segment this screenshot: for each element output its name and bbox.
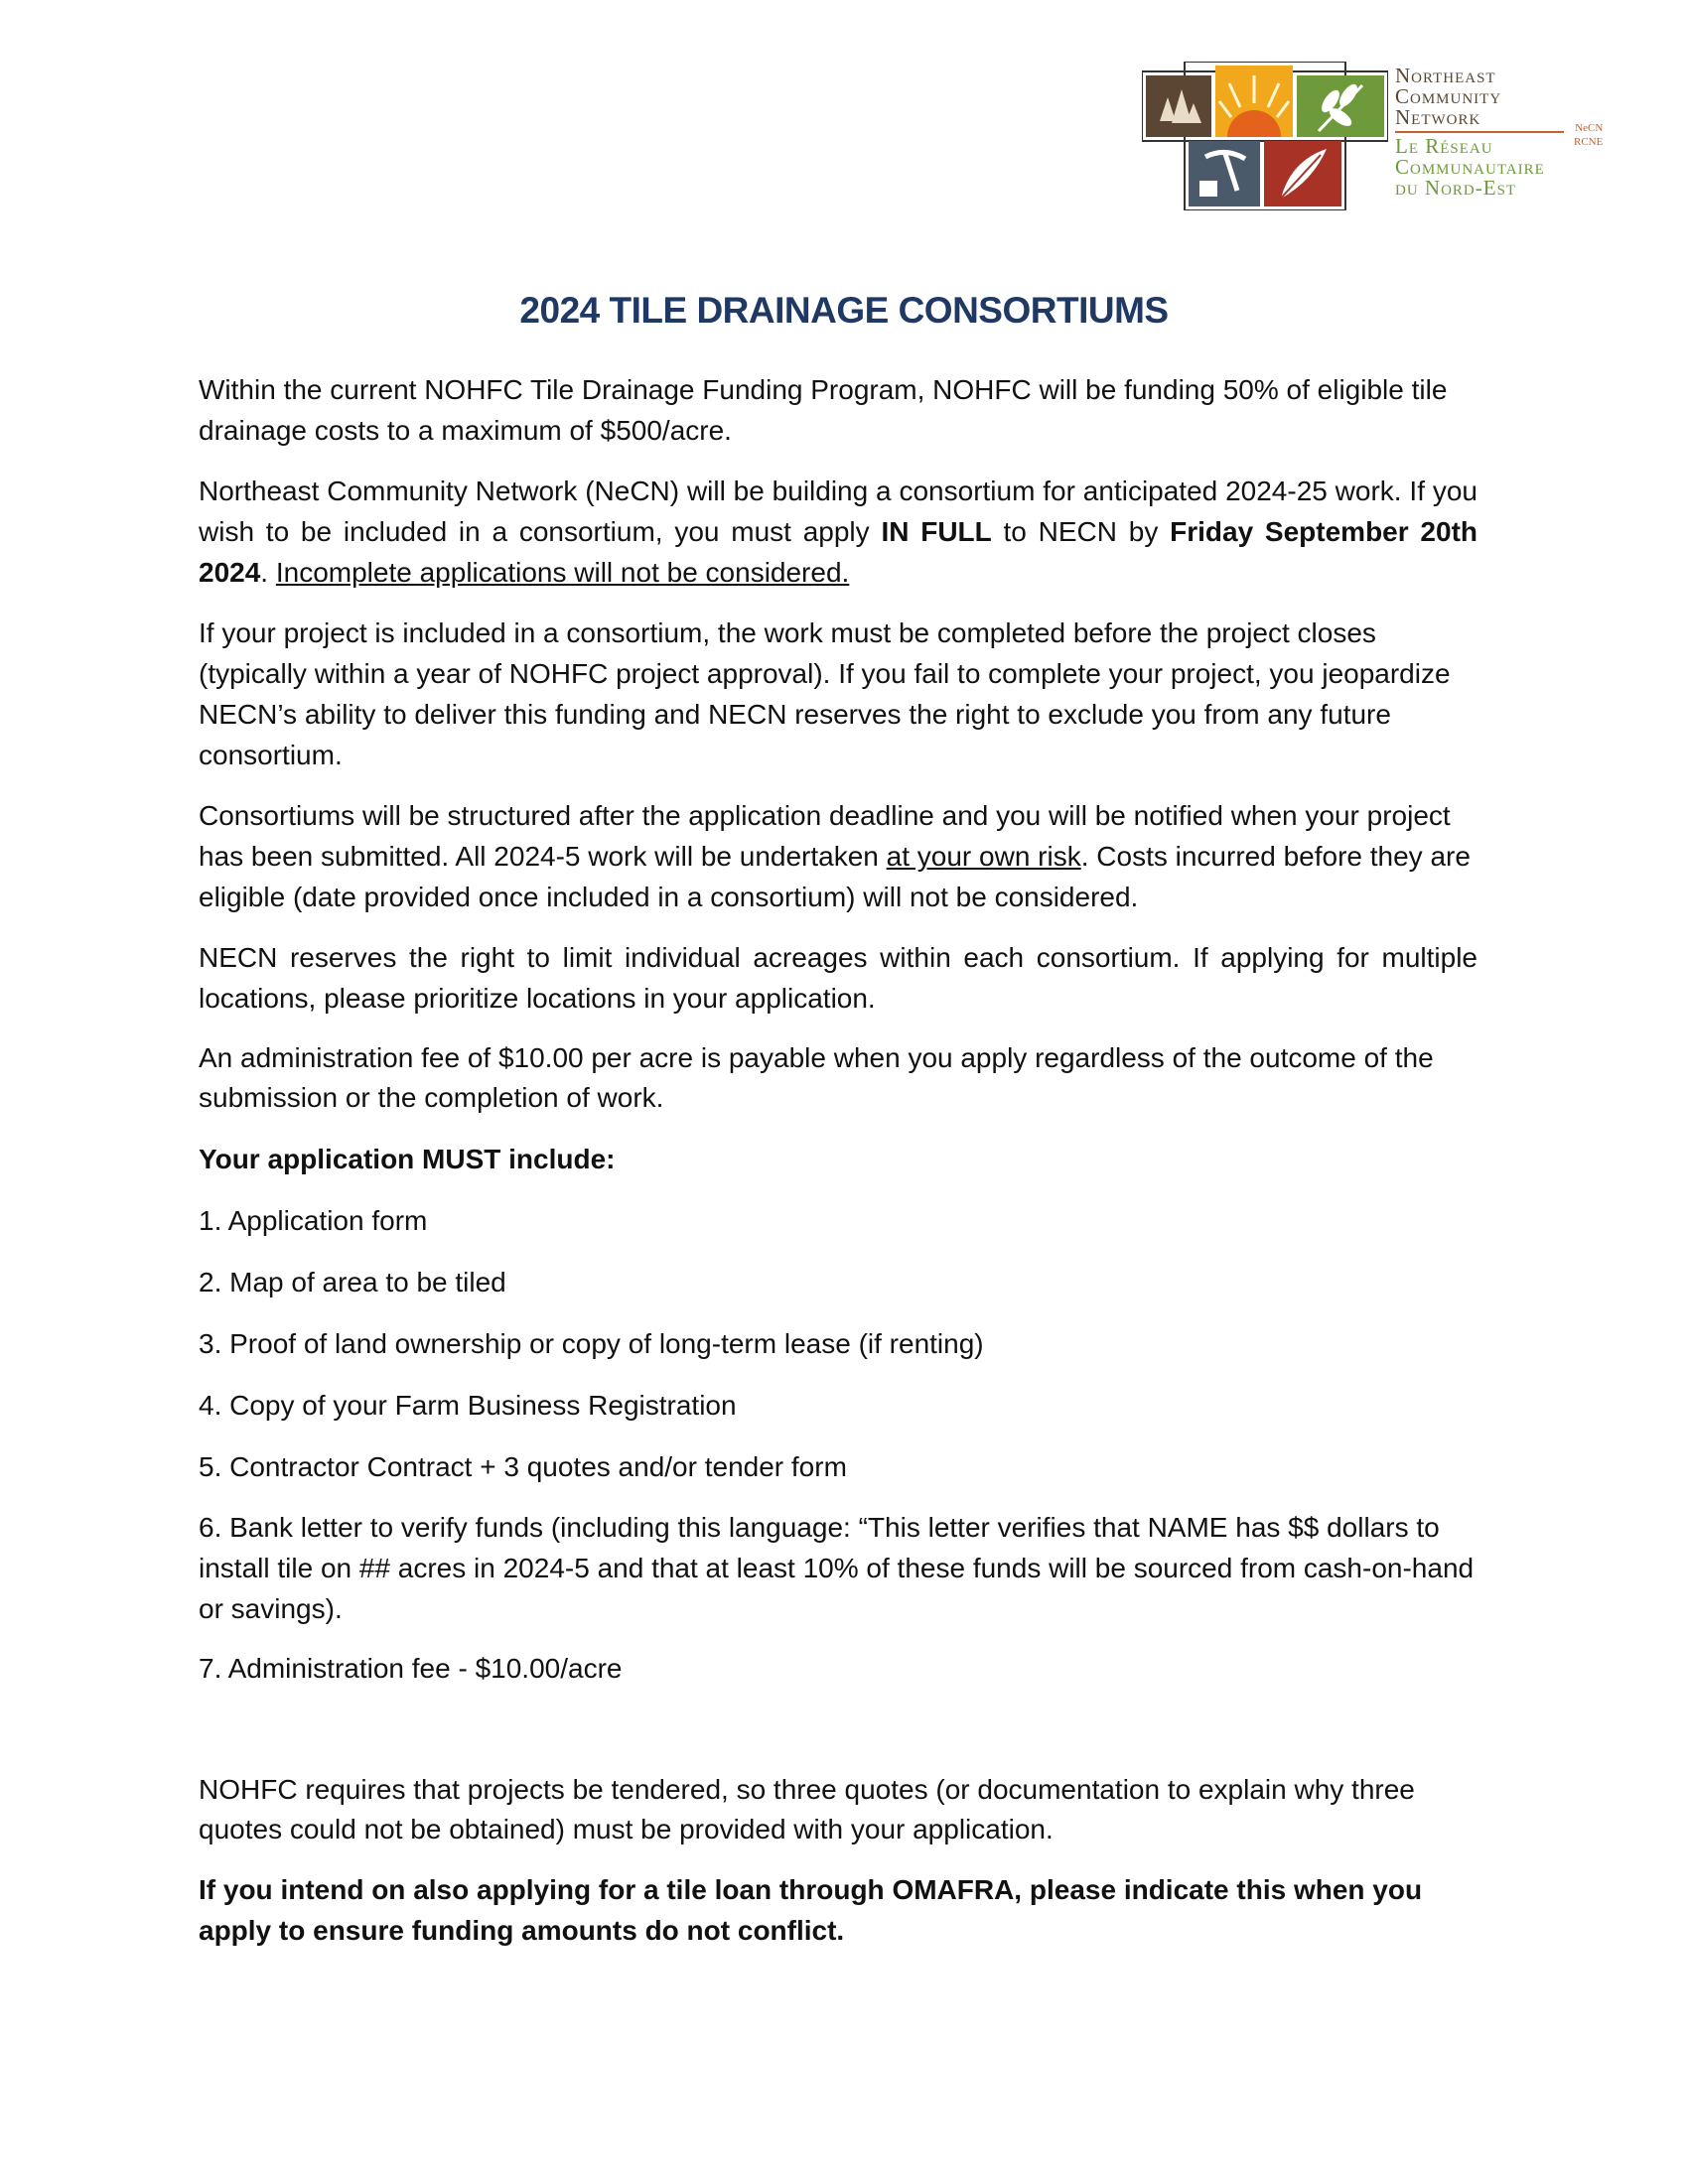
list-item: 1. Application form bbox=[199, 1205, 428, 1236]
document-body bbox=[199, 369, 1477, 1971]
logo-divider bbox=[1395, 131, 1564, 133]
logo-wordmark bbox=[1395, 66, 1609, 199]
list-item: 7. Administration fee - $10.00/acre bbox=[199, 1653, 623, 1684]
paragraph-consortium-deadline bbox=[199, 471, 1477, 593]
spacer bbox=[199, 1708, 1477, 1770]
p4-own-risk: at your own risk bbox=[886, 841, 1081, 872]
logo-line-2: Community bbox=[1395, 84, 1502, 108]
organization-logo bbox=[1142, 62, 1609, 210]
p2-text-a: Northeast Community Network (NeCN) will be building a consortium for anticipated 2024-25 work. If you wish to be included in a consortium, you must apply bbox=[199, 476, 1477, 547]
logo-fr-line-2: Communautaire bbox=[1395, 155, 1545, 179]
list-item: 3. Proof of land ownership or copy of long-term lease (if renting) bbox=[199, 1328, 984, 1359]
paragraph-omafra-note: If you intend on also applying for a tile loan through OMAFRA, please indicate this when you apply to ensure funding amounts do not conflict. bbox=[199, 1874, 1423, 1946]
logo-line-1: Northeast bbox=[1395, 64, 1496, 87]
p4-text-a: Consortiums will be structured after the application deadline and you will be notified when your project has been submitted. All 2024-5 work will be undertaken bbox=[199, 800, 1451, 872]
logo-mark-icon bbox=[1142, 62, 1388, 210]
paragraph-funding: Within the current NOHFC Tile Drainage Funding Program, NOHFC will be funding 50% of eligible tile drainage costs to a maximum of $500/acre. bbox=[199, 374, 1448, 446]
logo-line-3: Network bbox=[1395, 105, 1481, 129]
paragraph-completion: If your project is included in a consortium, the work must be completed before the project closes (typically within a year of NOHFC project approval). If you fail to complete your project, you jeopardize NECN’s ability to deliver this funding and NECN reserves the right to exclude you from any future consortium. bbox=[199, 617, 1451, 770]
paragraph-structure bbox=[199, 795, 1477, 917]
logo-abbr-fr: RCNE bbox=[1574, 136, 1604, 148]
paragraph-acreage-limits: NECN reserves the right to limit individual acreages within each consortium. If applying for multiple locations, please prioritize locations in your application. bbox=[199, 942, 1477, 1014]
p4-text-c: . Costs incurred before they are eligible (date provided once included in a consortium) will not be considered. bbox=[199, 841, 1471, 912]
logo-abbr-en: NeCN bbox=[1575, 122, 1604, 134]
document-title: 2024 TILE DRAINAGE CONSORTIUMS bbox=[519, 290, 1169, 331]
paragraph-admin-fee: An administration fee of $10.00 per acre is payable when you apply regardless of the outcome of the submission or the completion of work. bbox=[199, 1042, 1434, 1113]
list-item: 2. Map of area to be tiled bbox=[199, 1267, 506, 1297]
paragraph-tender-requirement: NOHFC requires that projects be tendered, so three quotes (or documentation to explain why three quotes could not be obtained) must be provided with your application. bbox=[199, 1774, 1415, 1844]
p2-text-e: . bbox=[260, 557, 276, 588]
p2-text-c: to NECN by bbox=[991, 516, 1171, 547]
list-item: 4. Copy of your Farm Business Registration bbox=[199, 1390, 737, 1421]
list-item: 5. Contractor Contract + 3 quotes and/or tender form bbox=[199, 1451, 847, 1482]
p2-in-full: IN FULL bbox=[881, 516, 992, 547]
p2-deadline-date: Friday September 20th 2024 bbox=[199, 516, 1477, 588]
list-item: 6. Bank letter to verify funds (including this language: “This letter verifies that NAME has $$ dollars to install tile on ## acres in 2024-5 and that at least 10% of these funds will be sourced from cash-on-hand or savings). bbox=[199, 1512, 1475, 1624]
p2-incomplete-warning: Incomplete applications will not be considered. bbox=[275, 557, 850, 588]
logo-fr-line-1: Le Réseau bbox=[1395, 134, 1493, 158]
list-heading: Your application MUST include: bbox=[199, 1144, 616, 1174]
logo-fr-line-3: du Nord-Est bbox=[1395, 176, 1517, 200]
logo-abbreviations bbox=[1574, 121, 1603, 149]
